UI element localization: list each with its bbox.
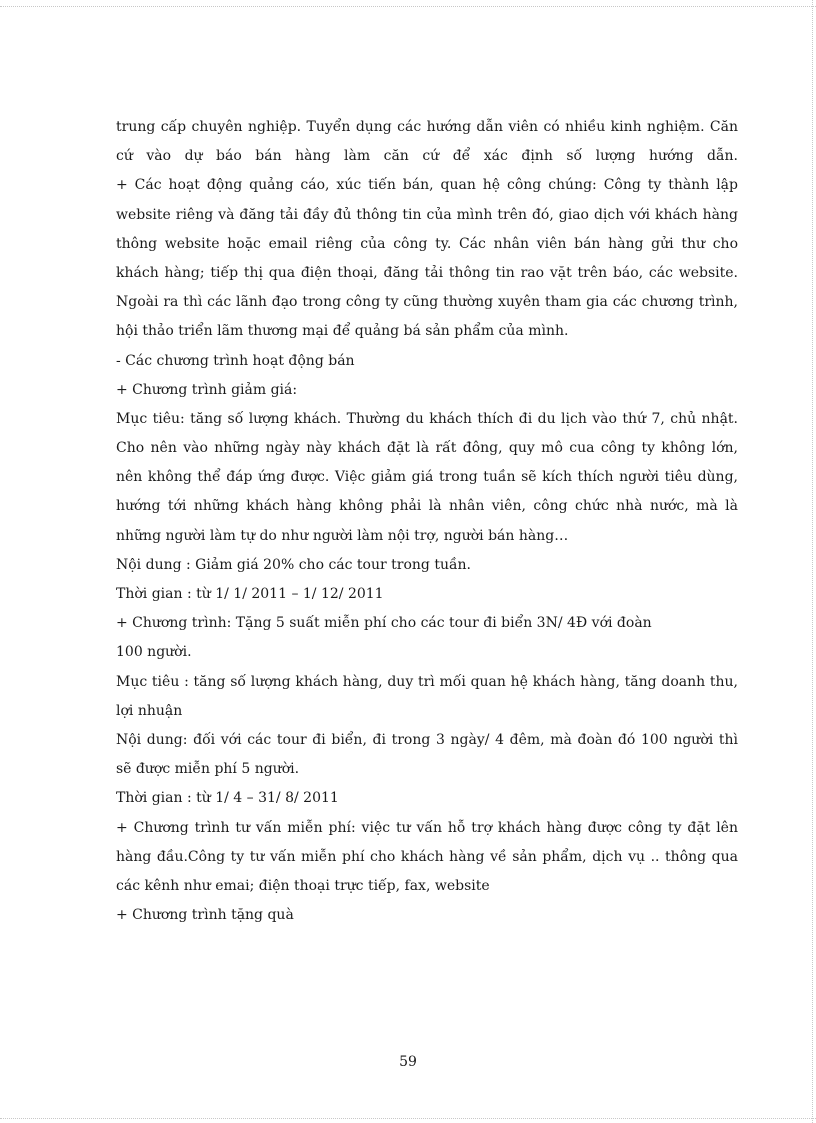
text-line: trung cấp chuyên nghiệp. Tuyển dụng các hướng dẫn viên có nhiều kinh nghiệm. Căn xyxy=(116,119,738,135)
text-line: + Chương trình tặng quà xyxy=(116,907,294,924)
text-line: Ngoài ra thì các lãnh đạo trong công ty cũng thường xuyên tham gia các chương trình, xyxy=(116,294,738,311)
text-line: khách hàng; tiếp thị qua điện thoại, đăng tải thông tin rao vặt trên báo, các website. xyxy=(116,264,738,281)
text-line: + Chương trình giảm giá: xyxy=(116,381,298,398)
body-text xyxy=(116,113,738,930)
text-line: - Các chương trình hoạt động bán xyxy=(116,352,355,369)
text-line: nên không thể đáp ứng được. Việc giảm giá trong tuần sẽ kích thích người tiêu dùng, xyxy=(116,469,738,486)
text-line: Nội dung: đối với các tour đi biển, đi trong 3 ngày/ 4 đêm, mà đoàn đó 100 người thì xyxy=(116,731,738,748)
text-line: Mục tiêu: tăng số lượng khách. Thường du khách thích đi du lịch vào thứ 7, chủ nhật. xyxy=(116,410,738,427)
text-line: + Chương trình tư vấn miễn phí: việc tư vấn hỗ trợ khách hàng được công ty đặt lên xyxy=(116,819,738,836)
text-line: sẽ được miễn phí 5 người. xyxy=(116,761,300,778)
page-number: 59 xyxy=(399,1054,417,1070)
page-border-bottom xyxy=(0,1118,816,1119)
text-line: cứ vào dự báo bán hàng làm căn cứ để xác định số lượng hướng dẫn. xyxy=(116,148,738,165)
text-line: Thời gian : từ 1/ 1/ 2011 – 1/ 12/ 2011 xyxy=(116,586,384,602)
text-line: hàng đầu.Công ty tư vấn miễn phí cho khách hàng về sản phẩm, dịch vụ .. thông qua xyxy=(116,848,738,865)
text-line: Nội dung : Giảm giá 20% cho các tour trong tuần. xyxy=(116,556,472,573)
text-line: hướng tới những khách hàng không phải là nhân viên, công chức nhà nước, mà là xyxy=(116,498,738,515)
text-line: lợi nhuận xyxy=(116,702,183,719)
text-line: Thời gian : từ 1/ 4 – 31/ 8/ 2011 xyxy=(116,790,339,807)
page-border-top xyxy=(0,6,816,7)
page-border-right xyxy=(812,0,813,1123)
text-line: những người làm tự do như người làm nội trợ, người bán hàng… xyxy=(116,527,569,544)
text-line: Mục tiêu : tăng số lượng khách hàng, duy trì mối quan hệ khách hàng, tăng doanh thu, xyxy=(116,673,738,690)
text-line: hội thảo triển lãm thương mại để quảng bá sản phẩm của mình. xyxy=(116,323,569,340)
text-line: Cho nên vào những ngày này khách đặt là rất đông, quy mô cua công ty không lớn, xyxy=(116,440,738,457)
text-line: thông website hoặc email riêng của công ty. Các nhân viên bán hàng gửi thư cho xyxy=(116,235,738,252)
text-line: 100 người. xyxy=(116,644,192,661)
text-line: + Chương trình: Tặng 5 suất miễn phí cho các tour đi biển 3N/ 4Đ với đoàn xyxy=(116,615,652,632)
text-line: + Các hoạt động quảng cáo, xúc tiến bán, quan hệ công chúng: Công ty thành lập xyxy=(116,177,738,194)
text-line: website riêng và đăng tải đầy đủ thông tin của mình trên đó, giao dịch với khách hàng xyxy=(116,206,738,223)
text-line: các kênh như emai; điện thoại trực tiếp, fax, website xyxy=(116,877,490,894)
